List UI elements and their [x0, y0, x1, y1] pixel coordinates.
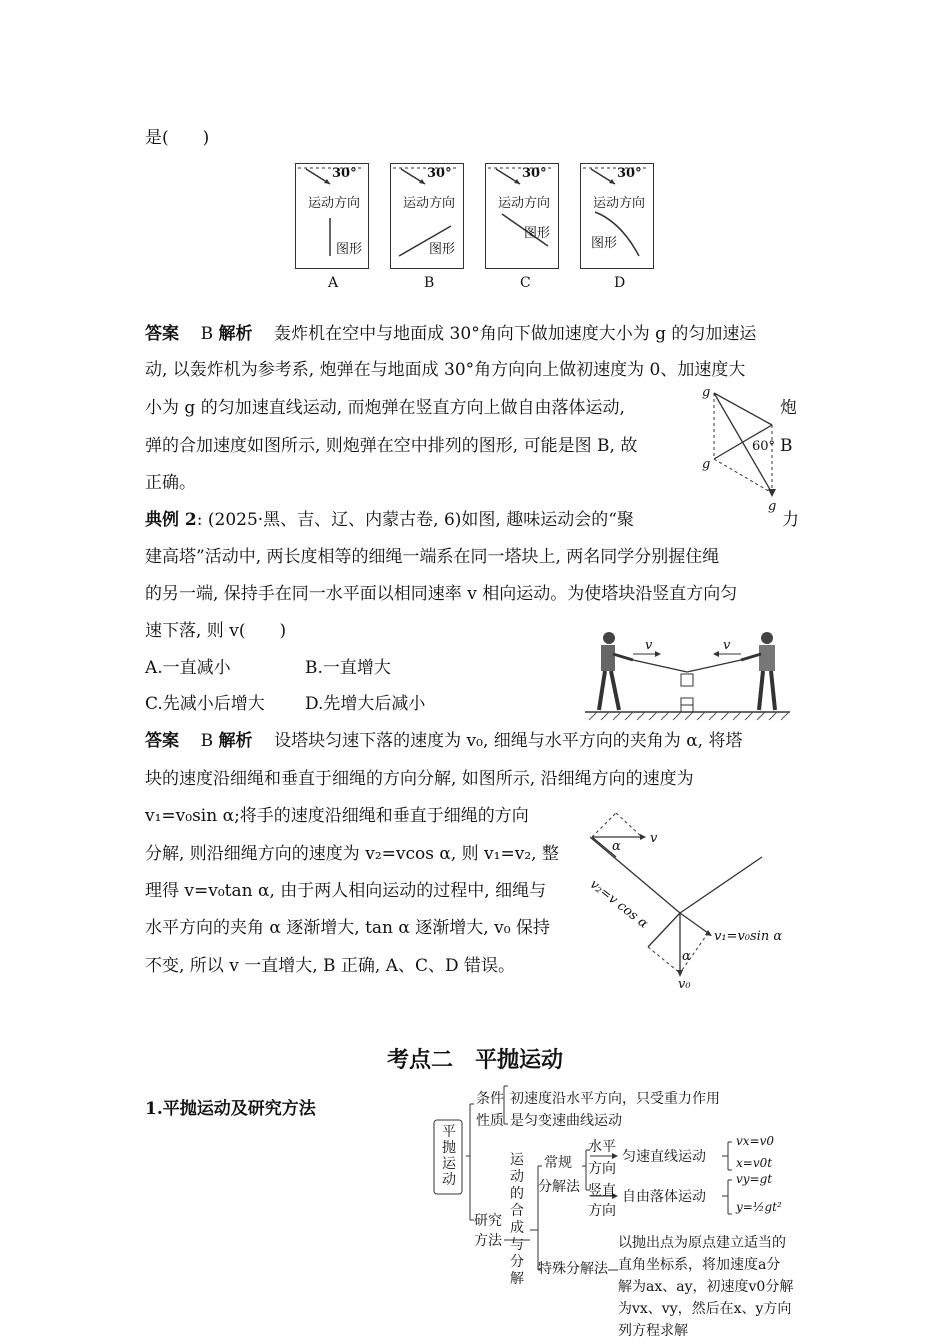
q2-title: 典例 2 — [145, 510, 197, 530]
mm-compose: 运动的合成与分解 — [510, 1152, 524, 1287]
option-c-motion: 运动方向 — [498, 196, 551, 211]
q2-analysis-line-1: 设塔块匀速下落的速度为 v₀, 细绳与水平方向的夹角为 α, 将塔 — [274, 731, 743, 751]
q2-fig-v0: v₀ — [678, 977, 691, 992]
q2-answer-value: B — [200, 731, 214, 751]
option-a-shape: 图形 — [336, 242, 363, 257]
mm-vy2: y=½gt² — [736, 1200, 782, 1214]
q2-answer-label: 答案 — [145, 731, 179, 751]
q2-stem-line-2: 的另一端, 保持手在同一水平面以相同速率 v 相向运动。为使塔块沿竖直方向匀 — [145, 584, 738, 604]
q2-fig-v-left: v — [645, 638, 653, 653]
mm-vert-motion: 自由落体运动 — [622, 1189, 706, 1205]
mm-special: 特殊分解法 — [538, 1261, 608, 1277]
section-title: 考点二 平抛运动 — [386, 1047, 563, 1073]
q2-stem-line-3: 速下落, 则 v( ) — [145, 621, 287, 641]
q2-source: : (2025·黑、吉、辽、内蒙古卷, 6)如图, 趣味运动会的“聚 — [196, 510, 634, 530]
projectile-mind-map — [430, 1080, 810, 1344]
q1-answer-line — [145, 322, 756, 346]
mm-horiz-1: 水平 — [588, 1139, 616, 1155]
mm-method-label-1: 研究 — [474, 1213, 502, 1229]
option-b-motion: 运动方向 — [403, 196, 456, 211]
option-c-label: C — [520, 275, 531, 291]
q2-title-line — [145, 508, 634, 532]
mm-horiz-2: 方向 — [588, 1161, 616, 1177]
q2-fig-v1: v₁=v₀sin α — [714, 929, 783, 944]
q1-answer-label: 答案 — [145, 324, 179, 344]
option-a-angle: 30° — [332, 166, 357, 181]
q2-answer-line — [145, 729, 742, 753]
q1-fig-angle: 60° — [752, 439, 776, 454]
option-b-shape: 图形 — [429, 242, 456, 257]
option-d-figure — [580, 163, 654, 269]
q2-fig-alpha-top: α — [612, 839, 621, 854]
q2-option-d: D.先增大后减小 — [305, 694, 426, 714]
q1-analysis-line-4: 弹的合加速度如图所示, 则炮弹在空中排列的图形, 可能是图 B, 故 — [145, 436, 638, 456]
mm-cond-text: 初速度沿水平方向，只受重力作用 — [510, 1091, 720, 1107]
q2-analysis-line-6: 水平方向的夹角 α 逐渐增大, tan α 逐渐增大, v₀ 保持 — [145, 918, 550, 938]
q2-analysis-line-5: 理得 v=v₀tan α, 由于两人相向运动的过程中, 细绳与 — [145, 881, 547, 901]
section-item-1: 1.平抛运动及研究方法 — [145, 1099, 316, 1119]
q2-fig-v: v — [650, 831, 658, 846]
mm-vy1: vy=gt — [736, 1172, 773, 1186]
mm-special-text-1: 以抛出点为原点建立适当的 — [618, 1235, 786, 1251]
q2-analysis-label: 解析 — [218, 731, 253, 751]
q2-option-a: A.一直减小 — [145, 658, 231, 678]
q1-analysis-line-3: 小为 g 的匀加速直线运动, 而炮弹在竖直方向上做自由落体运动, — [145, 398, 625, 418]
mm-special-text-2: 直角坐标系，将加速度a分 — [618, 1257, 781, 1273]
q1-analysis-line-1: 轰炸机在空中与地面成 30°角向下做加速度大小为 g 的匀加速运 — [274, 324, 757, 344]
option-b-label: B — [424, 275, 435, 291]
option-d-angle: 30° — [617, 166, 642, 181]
q1-fig-g3: g — [768, 499, 777, 514]
option-c-shape: 图形 — [524, 226, 551, 241]
q1-fig-g1: g — [702, 385, 711, 400]
mm-root: 平抛运动 — [442, 1124, 456, 1188]
q2-fig-alpha-bottom: α — [682, 949, 691, 964]
q2-fig-v-right: v — [723, 638, 731, 653]
q1-analysis-line-3-end: 炮 — [780, 398, 797, 418]
q1-acceleration-figure — [700, 385, 790, 515]
q2-analysis-line-2: 块的速度沿细绳和垂直于细绳的方向分解, 如图所示, 沿细绳方向的速度为 — [145, 769, 694, 789]
q1-answer-value: B — [200, 324, 214, 344]
mm-special-text-4: 为vx、vy，然后在x、y方向 — [618, 1301, 792, 1317]
mm-hx2: x=v0t — [736, 1156, 773, 1170]
q2-stem-line-1: 建高塔”活动中, 两长度相等的细绳一端系在同一塔块上, 两名同学分别握住绳 — [145, 547, 720, 567]
mm-cond-label: 条件 — [476, 1091, 504, 1107]
mm-nature-text: 是匀变速曲线运动 — [510, 1113, 622, 1129]
option-c-angle: 30° — [522, 166, 547, 181]
q2-velocity-figure — [586, 805, 800, 995]
mm-special-text-3: 解为ax、ay，初速度v0分解 — [618, 1279, 794, 1295]
mm-regular: 常规 — [544, 1155, 572, 1171]
mm-decomp: 分解法 — [538, 1179, 580, 1195]
q1-analysis-line-2: 动, 以轰炸机为参考系, 炮弹在与地面成 30°角方向向上做初速度为 0、加速度大 — [145, 360, 746, 380]
mm-method-label-2: 方法 — [474, 1233, 502, 1249]
option-a-figure — [295, 163, 369, 269]
mm-vert-2: 方向 — [588, 1203, 616, 1219]
q2-fig-v2: v₂=v cos α — [586, 877, 651, 932]
q1-analysis-line-5: 正确。 — [145, 473, 196, 493]
option-a-motion: 运动方向 — [308, 196, 361, 211]
q2-option-b: B.一直增大 — [305, 658, 391, 678]
q2-analysis-line-7: 不变, 所以 v 一直增大, B 正确, A、C、D 错误。 — [145, 956, 516, 976]
mm-hx1: vx=v0 — [736, 1134, 775, 1148]
option-c-figure — [485, 163, 559, 269]
mm-vert-1: 竖直 — [588, 1183, 616, 1199]
q1-stem-tail: 是( ) — [145, 128, 210, 148]
option-d-motion: 运动方向 — [593, 196, 646, 211]
q2-tower-figure — [585, 628, 795, 724]
option-b-figure — [390, 163, 464, 269]
mm-special-text-5: 列方程求解 — [618, 1323, 688, 1339]
q1-analysis-label: 解析 — [218, 324, 253, 344]
option-a-label: A — [328, 275, 339, 291]
mm-nature-label: 性质 — [476, 1113, 504, 1129]
q1-analysis-line-4-end: B — [780, 436, 793, 456]
mm-horiz-motion: 匀速直线运动 — [622, 1149, 706, 1165]
q2-option-c: C.先减小后增大 — [145, 694, 265, 714]
q2-analysis-line-4: 分解, 则沿细绳方向的速度为 v₂=vcos α, 则 v₁=v₂, 整 — [145, 844, 559, 864]
option-d-label: D — [614, 275, 626, 291]
option-b-angle: 30° — [427, 166, 452, 181]
q1-fig-g2: g — [702, 457, 711, 472]
q2-title-end: 力 — [782, 510, 799, 530]
option-d-shape: 图形 — [591, 236, 618, 251]
q2-analysis-line-3: v₁=v₀sin α;将手的速度沿细绳和垂直于细绳的方向 — [145, 806, 529, 826]
